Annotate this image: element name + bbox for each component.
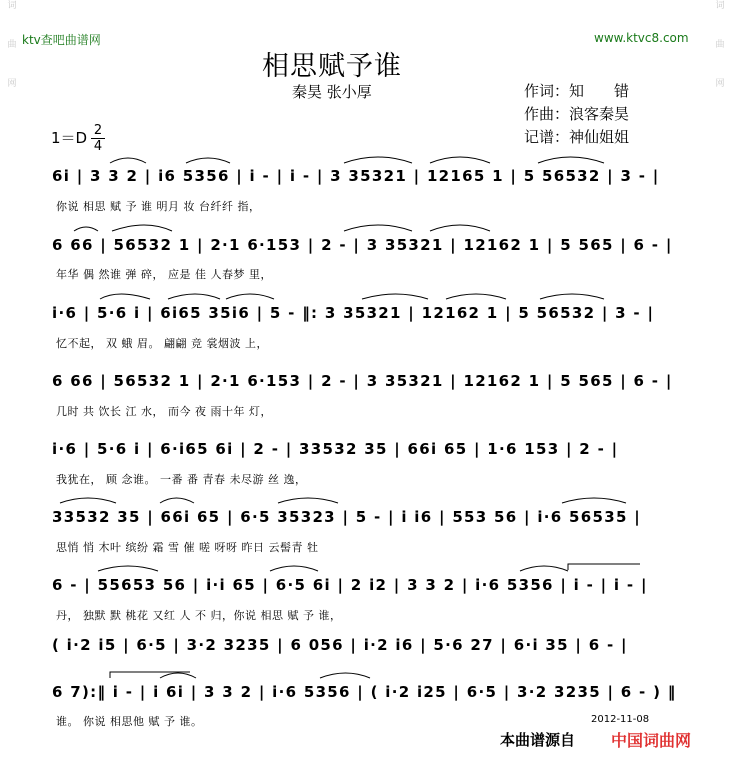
time-top: 2: [93, 123, 103, 138]
score-row-3-notes: i·6 | 5·6 i | 6i65 35i6 | 5 - ‖: 3 35321 | 12162 1 | 5 56532 | 3 - |: [52, 304, 655, 322]
slur: [110, 158, 146, 163]
key-signature: 1＝D: [51, 129, 88, 147]
lyricist-credit: 作词：知 错: [524, 82, 630, 100]
watermark-char: 词: [7, 1, 17, 11]
score-row-6-notes: 33532 35 | 66i 65 | 6·5 35323 | 5 - | i i6 | 553 56 | i·6 56535 |: [52, 508, 642, 526]
slur: [160, 498, 194, 503]
score-row-7-notes: 6 - | 55653 56 | i·i 65 | 6·5 6i | 2 i2 | 3 3 2 | i·6 5356 | i - | i - |: [52, 576, 648, 594]
score-row-7-lyrics: 丹， 独默 默 桃花 又红 人 不 归，你说 相思 赋 予 谁，: [56, 609, 342, 622]
score-row-9-notes: 6 7):‖ i - | i 6i | 3 3 2 | i·6 5356 | ( i·2 i25 | 6·5 | 3·2 3235 | 6 - ) ‖: [52, 683, 677, 701]
score-row-1-lyrics: 你说 相思 赋 予 谁 明月 妆 台纤纤 指，: [56, 200, 261, 213]
score-row-3-lyrics: 忆不起， 双 蛾 眉。 翩翩 竞 裳烟波 上，: [56, 337, 268, 350]
slur: [540, 294, 604, 299]
slur: [160, 673, 196, 678]
composer-credit: 作曲：浪客秦昊: [524, 105, 630, 123]
slur: [60, 498, 116, 503]
watermark-char: 网: [7, 79, 17, 89]
slur: [168, 294, 220, 299]
score-row-8-notes: ( i·2 i5 | 6·5 | 3·2 3235 | 6 056 | i·2 i6 | 5·6 27 | 6·i 35 | 6 - |: [52, 636, 628, 654]
singers: 秦昊 张小厚: [292, 83, 372, 101]
watermark-char: 曲: [715, 40, 725, 50]
score-row-9-lyrics: 谁。 你说 相思他 赋 予 谁。: [56, 715, 203, 728]
bracket: [568, 564, 640, 570]
slur: [446, 294, 506, 299]
score-row-5-notes: i·6 | 5·6 i | 6·i65 6i | 2 - | 33532 35 | 66i 65 | 1·6 153 | 2 - |: [52, 440, 619, 458]
slur: [320, 673, 370, 678]
slur: [186, 158, 230, 163]
score-row-2-lyrics: 年华 偶 然谁 弹 碎， 应是 佳 人春梦 里，: [56, 268, 272, 281]
slur: [430, 225, 490, 231]
score-row-4-lyrics: 几时 共 饮长 江 水， 而今 夜 雨十年 灯，: [56, 405, 272, 418]
slur: [278, 498, 338, 503]
slur: [344, 157, 412, 163]
watermark-char: 曲: [7, 40, 17, 50]
slur: [344, 225, 412, 231]
score-row-6-lyrics: 思悄 悄 木叶 缤纷 霜 雪 催 嗟 呀呀 昨日 云髻青 牡: [56, 541, 319, 554]
slur: [520, 566, 568, 571]
slur: [98, 566, 158, 571]
slur: [538, 157, 604, 163]
source-brand[interactable]: 中国词曲网: [611, 731, 692, 750]
time-bottom: 4: [93, 139, 103, 154]
score-row-2-notes: 6 66 | 56532 1 | 2·1 6·153 | 2 - | 3 35321 | 12162 1 | 5 565 | 6 - |: [52, 236, 673, 254]
slur: [112, 225, 172, 231]
transcription-date: 2012-11-08: [591, 714, 650, 725]
score-row-4-notes: 6 66 | 56532 1 | 2·1 6·153 | 2 - | 3 35321 | 12162 1 | 5 565 | 6 - |: [52, 372, 673, 390]
watermark-char: 词: [715, 1, 725, 11]
slur: [430, 157, 490, 163]
source-label: 本曲谱源自: [500, 731, 576, 749]
score-row-5-lyrics: 我犹在， 顾 念谁。 一番 番 青春 未尽游 丝 逸，: [56, 473, 307, 486]
watermark-char: 网: [715, 79, 725, 89]
transcriber-credit: 记谱：神仙姐姐: [524, 128, 630, 146]
slur: [226, 294, 274, 299]
slur: [562, 498, 626, 503]
slur: [100, 294, 150, 299]
song-title: 相思赋予谁: [262, 51, 402, 82]
score-row-1-notes: 6i | 3 3 2 | i6 5356 | i - | i - | 3 35321 | 12165 1 | 5 56532 | 3 - |: [52, 167, 660, 185]
slur: [362, 294, 428, 299]
site-url-right[interactable]: www.ktvc8.com: [594, 31, 689, 45]
slur: [270, 566, 318, 571]
site-name-left[interactable]: ktv查吧曲谱网: [22, 33, 101, 47]
slur: [74, 227, 98, 231]
